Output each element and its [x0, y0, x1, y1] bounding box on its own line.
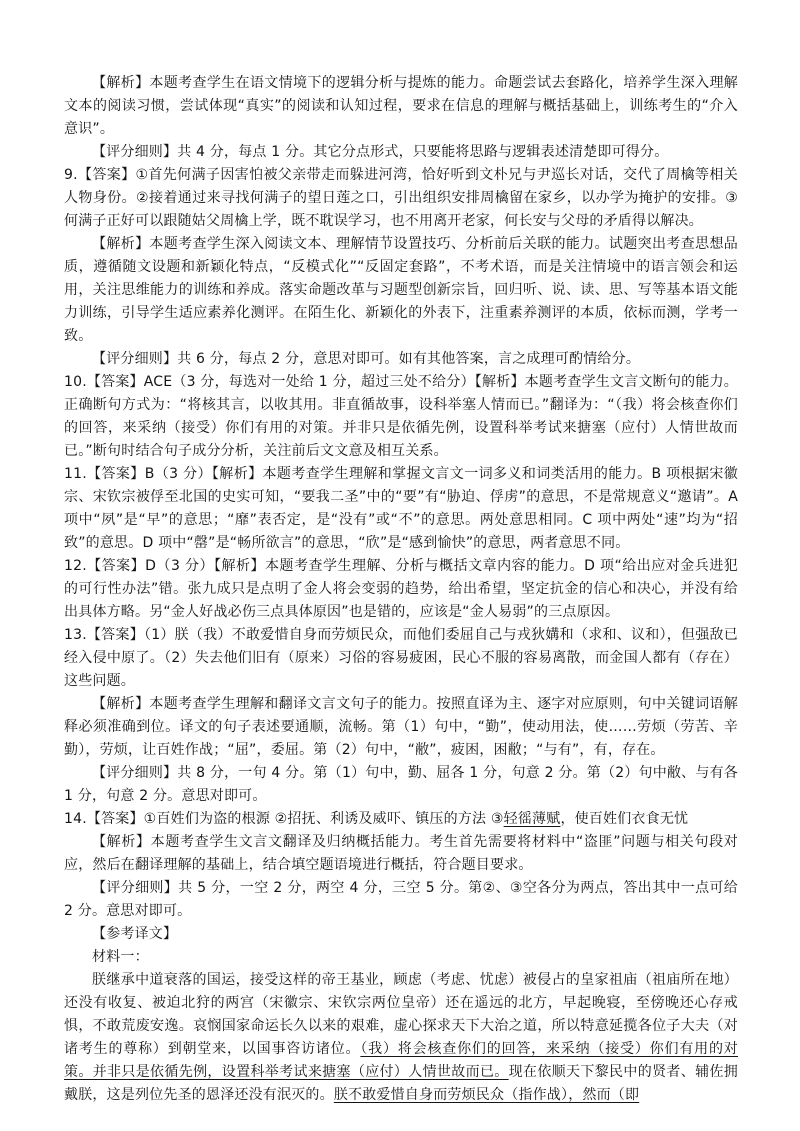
paragraph-1	[64, 72, 738, 141]
text-run: 【参考译文】	[92, 926, 178, 942]
paragraph-3	[64, 164, 738, 233]
paragraph-16	[64, 946, 738, 969]
text-run: 14.【答案】①百姓们为盗的根源 ②招抚、利诱及威吓、镇压的方法 ③	[64, 811, 504, 827]
text-run: 【解析】本题考查学生理解和翻译文言文句子的能力。按照直译为主、逐字对应原则，句中关键词语解释必须准确到位。译文的句子表述要通顺，流畅。第（1）句中，“勤”，使动用法，使……劳烦（劳苦、辛勤），劳烦，让百姓作战；“屈”，委屈。第（2）句中，“敝”，疲困，困敝；“与有”，有，存在。	[64, 696, 738, 758]
paragraph-9	[64, 624, 738, 693]
text-run: 【评分细则】共 6 分，每点 2 分，意思对即可。如有其他答案，言之成理可酌情给分。	[92, 351, 641, 367]
paragraph-17	[64, 969, 738, 1107]
document-body	[64, 72, 738, 1107]
text-run: 13.【答案】（1）朕（我）不敢爱惜自身而劳烦民众，而他们委屈自己与戎狄媾和（求和、议和），但强敌已经入侵中原了。（2）失去他们旧有（原来）习俗的容易疲困，民心不服的容易离散，而金国人都有（存在）这些问题。	[64, 627, 738, 689]
text-run: 【解析】本题考查学生文言文翻译及归纳概括能力。考生首先需要将材料中“盗匪”问题与相关句段对应，然后在翻译理解的基础上，结合填空题语境进行概括，符合题目要求。	[64, 834, 738, 873]
text-run: 9.【答案】①首先何满子因害怕被父亲带走而躲进河湾，恰好听到文朴兄与尹巡长对话，交代了周檎等相关人物身份。②接着通过来寻找何满子的望日莲之口，引出组织安排周檎留在家乡，以办学为掩护的安排。③何满子正好可以跟随姑父周檎上学，既不耽误学习，也不用离开老家，何长安与父母的矛盾得以解决。	[64, 167, 738, 229]
text-run: 【解析】本题考查学生深入阅读文本、理解情节设置技巧、分析前后关联的能力。试题突出考查思想品质，遵循随文设题和新颖化特点，“反模式化”“反固定套路”，不考术语，而是关注情境中的语言领会和运用，关注思维能力的训练和养成。落实命题改革与习题型创新宗旨，回归听、说、读、思、写等基本语文能力训练，引导学生适应素养化测评。在陌生化、新颖化的外表下，注重素养测评的本质，依标而测，学考一致。	[64, 236, 738, 344]
text-run: 【评分细则】共 4 分，每点 1 分。其它分点形式，只要能将思路与逻辑表述清楚即可得分。	[92, 144, 669, 160]
text-run: 【评分细则】共 5 分，一空 2 分，两空 4 分，三空 5 分。第②、③空各分为两点，答出其中一点可给 2 分。意思对即可。	[64, 880, 738, 919]
paragraph-14	[64, 877, 738, 923]
paragraph-15	[64, 923, 738, 946]
paragraph-2	[64, 141, 738, 164]
paragraph-10	[64, 693, 738, 762]
text-run: 10.【答案】ACE（3 分，每选对一处给 1 分，超过三处不给分）【解析】本题考查学生文言文断句的能力。正确断句方式为：“将核其言，以收其用。非直循故事，设科举塞人情而已。”翻译为：“（我）将会核查你们的回答，来采纳（接受）你们有用的对策。并非只是依循先例，设置科举考试来搪塞（应付）人情世故而已。”断句时结合句子成分分析，关注前后文文意及相互关系。	[64, 374, 738, 459]
text-run: 12.【答案】D（3 分）【解析】本题考查学生理解、分析与概括文章内容的能力。D 项“给出应对金兵进犯的可行性办法”错。张九成只是点明了金人将会变弱的趋势，给出希望，坚定抗金的信心和决心，并没有给出具体方略。另“金人好战必伤三点具体原因”也是错的，应该是“金人易弱”的三点原因。	[64, 558, 738, 620]
text-run: 11.【答案】B（3 分）【解析】本题考查学生理解和掌握文言文一词多义和词类活用的能力。B 项根据宋徽宗、宋钦宗被俘至北国的史实可知，“要我二圣”中的“要”有“胁迫、俘虏”的意思，不是常规意义“邀请”。A 项中“夙”是“早”的意思；“靡”表否定，是“没有”或“不”的意思。两处意思相同。C 项中两处“速”均为“招致”的意思。D 项中“罄”是“畅所欲言”的意思，“欣”是“感到愉快”的意思，两者意思不同。	[64, 466, 738, 551]
underlined-text-run: 轻徭薄赋	[503, 811, 561, 827]
text-run: 材料一：	[92, 949, 149, 965]
text-run: 【解析】本题考查学生在语文情境下的逻辑分析与提炼的能力。命题尝试去套路化，培养学生深入理解文本的阅读习惯，尝试体现“真实”的阅读和认知过程，要求在信息的理解与概括基础上，训练考生的“介入意识”。	[64, 75, 738, 137]
paragraph-13	[64, 831, 738, 877]
paragraph-12	[64, 808, 738, 831]
paragraph-5	[64, 348, 738, 371]
paragraph-8	[64, 555, 738, 624]
underlined-text-run: 朕不敢爱惜自身而劳烦民众（指作战），然而（即	[333, 1087, 640, 1103]
paragraph-4	[64, 233, 738, 348]
text-run: 现在依顺天下黎民中的贤者、辅佐拥戴朕，这是列位先圣的恩泽还没有泯灭的。	[64, 1064, 739, 1103]
text-run: 朕继承中道衰落的国运，接受这样的帝王基业，顾虑（考虑、忧虑）被侵占的皇家祖庙（祖庙所在地）还没有收复、被迫北狩的两宫（宋徽宗、宋钦宗两位皇帝）还在遥远的北方，早起晚寝，至傍晚还心存戒惧，不敢荒废安逸。哀悯国家命运长久以来的艰难，虚心探求天下大治之道，所以特意延揽各位子大夫（对诸考生的尊称）到朝堂来，以国事咨访诸位。	[64, 972, 738, 1057]
text-run: 【评分细则】共 8 分，一句 4 分。第（1）句中，勤、屈各 1 分，句意 2 分。第（2）句中敝、与有各 1 分，句意 2 分。意思对即可。	[64, 765, 738, 804]
underlined-text-run: （我）将会核查你们的回答，来采纳（接受）你们有用的对策。并非只是依循先例，设置科举考试来搪塞（应付）人情世故而已。	[64, 1041, 739, 1080]
text-run: ，使百姓们衣食无忧	[560, 811, 689, 827]
paragraph-11	[64, 762, 738, 808]
paragraph-7	[64, 463, 738, 555]
paragraph-6	[64, 371, 738, 463]
